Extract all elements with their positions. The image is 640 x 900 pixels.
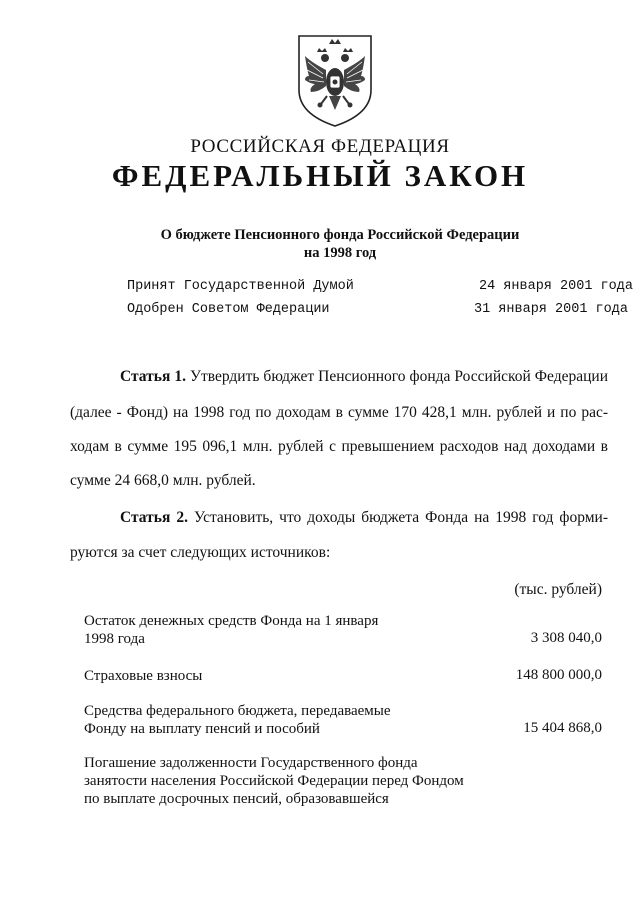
article-1-line: Статья 1. Утвердить бюджет Пенсионного фонда Российской Федерации [120,368,609,385]
article-2-line: руются за счет следующих источников: [70,544,331,561]
law-type-title: ФЕДЕРАЛЬНЫЙ ЗАКОН [111,158,529,193]
article-1-line: ходам в сумме 195 096,1 млн. рублей с превышением расходов над доходами в [70,438,608,455]
adopted-by-duma-label: Принят Государственной Думой [127,279,354,294]
article-1-line: сумме 24 668,0 млн. рублей. [70,472,256,489]
income-item-value: 148 800 000,0 [515,667,602,683]
income-item-value: 3 308 040,0 [530,630,602,646]
income-item-text: Погашение задолженности Государственного фонда занятости населения Российской Федерации перед Фондом по выплате досрочных пенсий, образовавшейся [84,755,464,807]
law-subject-line1: О бюджете Пенсионного фонда Российской Федерации [160,227,520,243]
approved-by-council-date: 31 января 2001 года [474,302,628,317]
law-subject [0,226,640,262]
income-item-text: Страховые взносы [84,668,203,684]
country-name: РОССИЙСКАЯ ФЕДЕРАЦИЯ [190,136,450,157]
coat-of-arms-icon [293,30,377,130]
article-2 [70,509,608,569]
income-item-value: 15 404 868,0 [523,720,602,736]
units-label: (тыс. рублей) [514,581,602,598]
law-subject-line2: на 1998 год [303,245,377,261]
adopted-by-duma-date: 24 января 2001 года [479,279,633,294]
article-1-heading: Статья 1. [120,368,186,385]
article-1-line: (далее - Фонд) на 1998 год по доходам в сумме 170 428,1 млн. рублей и по рас- [70,404,608,421]
article-1 [70,368,608,498]
article-2-heading: Статья 2. [120,509,188,526]
approved-by-council-label: Одобрен Советом Федерации [127,302,330,317]
income-item-text: Средства федерального бюджета, передаваемые Фонду на выплату пенсий и пособий [84,703,391,737]
income-item-text: Остаток денежных средств Фонда на 1 января 1998 года [84,613,379,647]
article-2-line: Статья 2. Установить, что доходы бюджета Фонда на 1998 год форми- [120,509,609,526]
